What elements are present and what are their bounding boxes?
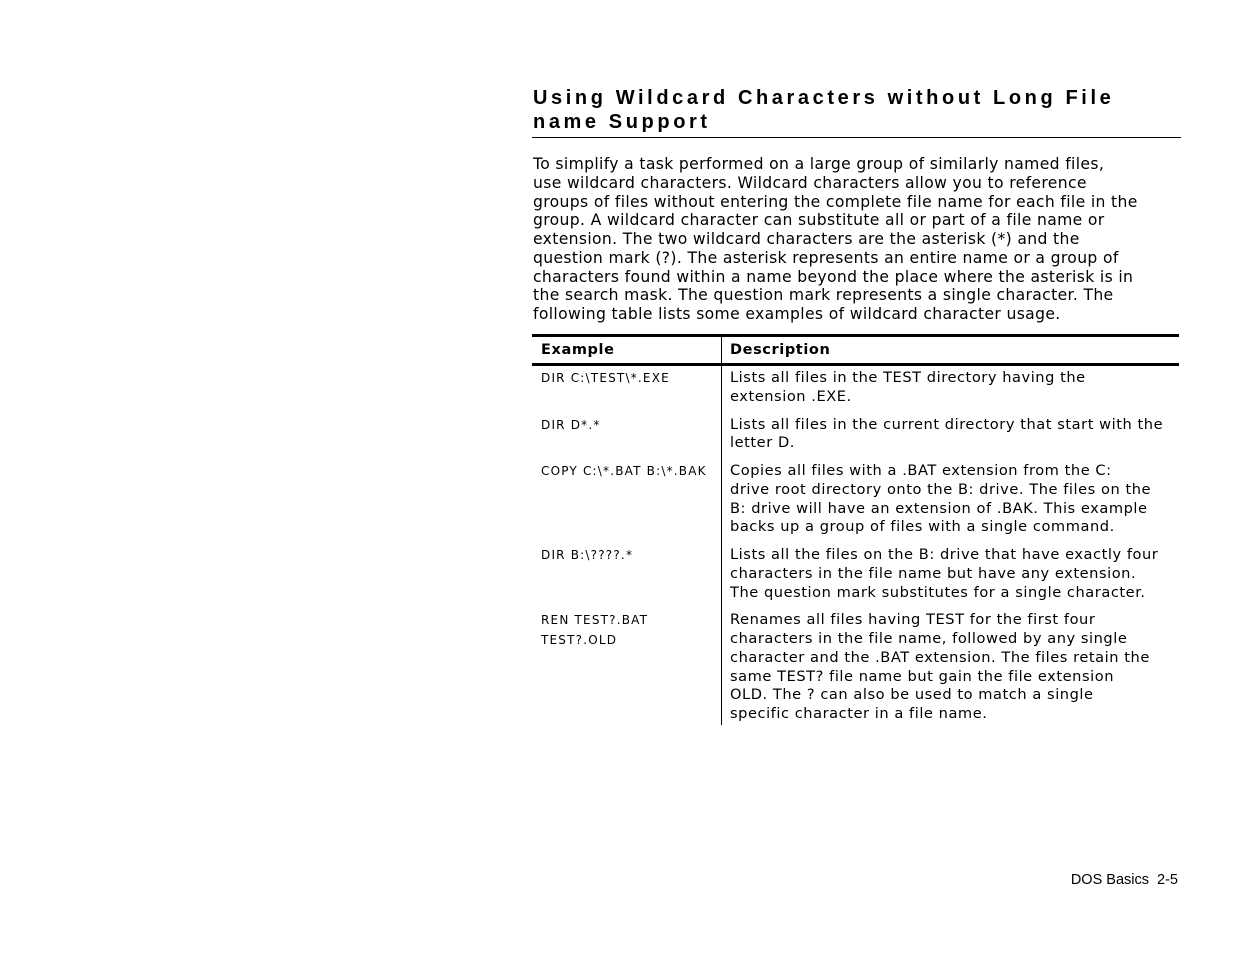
example-command: DIR C:\TEST\*.EXE bbox=[541, 371, 670, 385]
wildcard-examples-table bbox=[532, 334, 1179, 725]
intro-paragraph: To simplify a task performed on a large group of similarly named files, use wildcard characters. Wildcard characters allow you to reference groups of files without entering the complete file name for each file in the group. A wildcard character can substitute all or part of a file name or extension. The two wildcard characters are the asterisk (*) and the question mark (?). The asterisk represents an entire name or a group of characters found within a name beyond the place where the asterisk is in the search mask. The question mark represents a single character. The following table lists some examples of wildcard character usage. bbox=[533, 155, 1138, 323]
example-description: Lists all files in the current directory that start with the letter D. bbox=[730, 415, 1164, 452]
table-header-row bbox=[532, 337, 1179, 366]
table-row bbox=[532, 608, 1179, 725]
example-command: COPY C:\*.BAT B:\*.BAK bbox=[541, 464, 707, 478]
section-heading: Using Wildcard Characters without Long File name Support bbox=[533, 87, 1115, 133]
example-description: Copies all files with a .BAT extension from the C: drive root directory onto the B: drive. The files on the B: drive will have an extension of .BAK. This example backs up a group of files with a single command. bbox=[730, 462, 1152, 536]
example-description: Renames all files having TEST for the first four characters in the file name, followed by any single character and the .BAT extension. The files retain the same TEST? file name but gain the file extension OLD. The ? can also be used to match a single specific character in a file name. bbox=[730, 611, 1150, 722]
example-description: Lists all the files on the B: drive that have exactly four characters in the file name but have any extension. The question mark substitutes for a single character. bbox=[730, 546, 1159, 601]
page-footer: DOS Basics 2-5 bbox=[1070, 872, 1178, 888]
table-row bbox=[532, 459, 1179, 543]
example-command: DIR B:\????.* bbox=[541, 548, 634, 562]
column-header-description: Description bbox=[730, 342, 831, 358]
example-command: REN TEST?.BAT TEST?.OLD bbox=[541, 613, 649, 647]
column-header-example: Example bbox=[532, 337, 722, 363]
table-row bbox=[532, 413, 1179, 460]
table-row bbox=[532, 366, 1179, 413]
table-row bbox=[532, 543, 1179, 608]
example-command: DIR D*.* bbox=[541, 417, 601, 432]
heading-rule bbox=[532, 137, 1181, 138]
example-description: Lists all files in the TEST directory having the extension .EXE. bbox=[730, 369, 1086, 405]
